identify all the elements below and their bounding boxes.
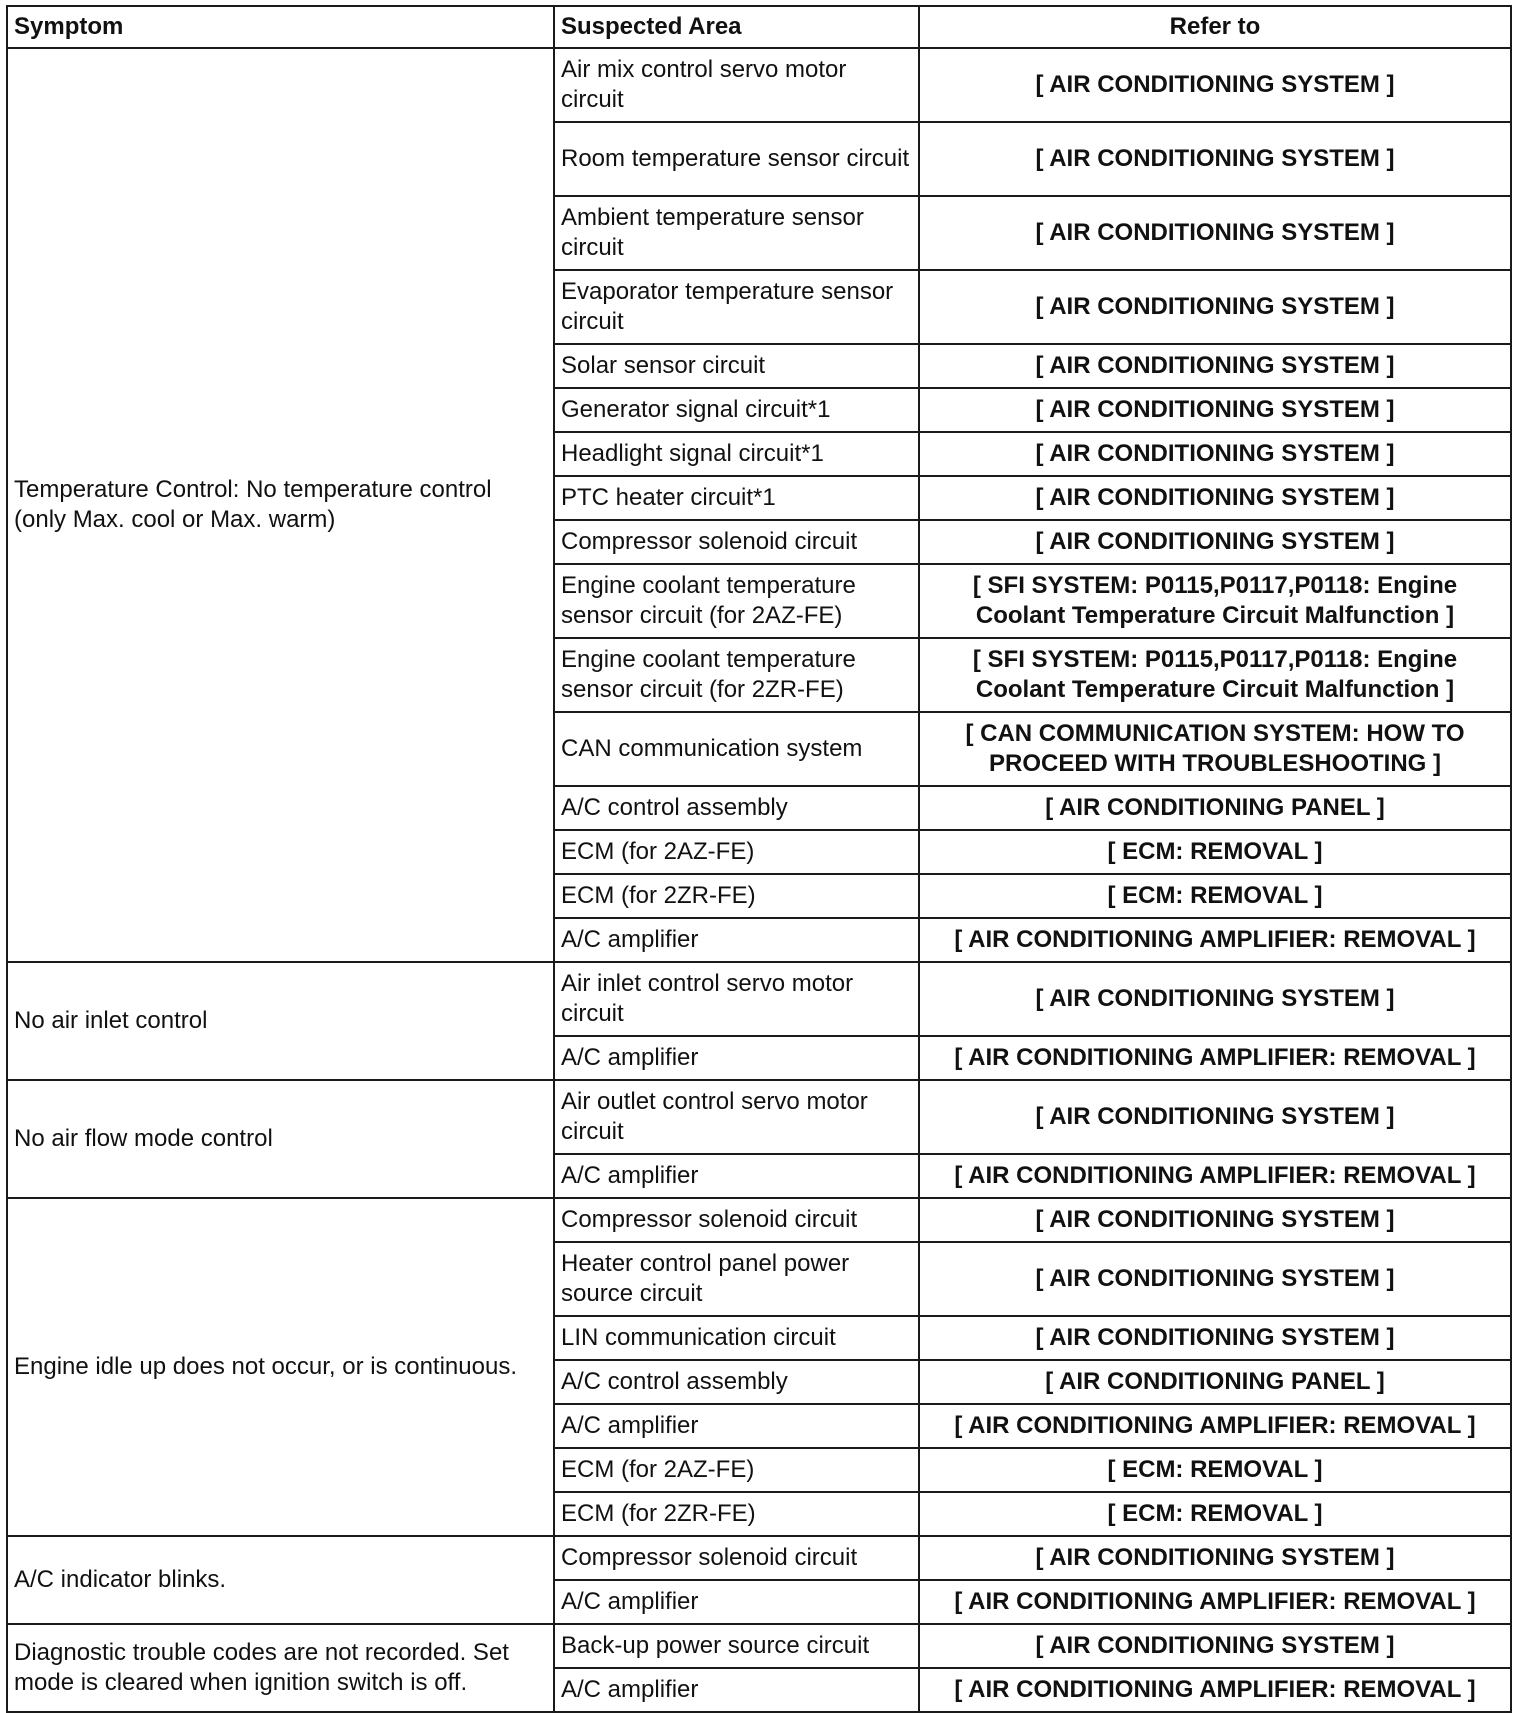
suspected-area-cell: A/C amplifier — [554, 1036, 919, 1080]
refer-to-cell: [ AIR CONDITIONING SYSTEM ] — [919, 520, 1511, 564]
table-row — [7, 1624, 1511, 1668]
table-row — [7, 1198, 1511, 1242]
troubleshooting-table-container — [6, 5, 1512, 1713]
refer-to-cell: [ AIR CONDITIONING AMPLIFIER: REMOVAL ] — [919, 1580, 1511, 1624]
refer-to-cell: [ AIR CONDITIONING SYSTEM ] — [919, 48, 1511, 122]
refer-to-cell: [ AIR CONDITIONING SYSTEM ] — [919, 1624, 1511, 1668]
refer-to-cell: [ AIR CONDITIONING AMPLIFIER: REMOVAL ] — [919, 1404, 1511, 1448]
refer-to-cell: [ AIR CONDITIONING SYSTEM ] — [919, 196, 1511, 270]
suspected-area-cell: A/C amplifier — [554, 918, 919, 962]
suspected-area-cell: Heater control panel power source circuit — [554, 1242, 919, 1316]
suspected-area-cell: Back-up power source circuit — [554, 1624, 919, 1668]
refer-to-cell: [ ECM: REMOVAL ] — [919, 874, 1511, 918]
refer-to-cell: [ ECM: REMOVAL ] — [919, 1448, 1511, 1492]
suspected-area-cell: ECM (for 2ZR-FE) — [554, 1492, 919, 1536]
table-row — [7, 962, 1511, 1036]
suspected-area-cell: Room temperature sensor circuit — [554, 122, 919, 196]
suspected-area-cell: ECM (for 2AZ-FE) — [554, 830, 919, 874]
suspected-area-cell: Engine coolant temperature sensor circuit (for 2AZ-FE) — [554, 564, 919, 638]
table-row — [7, 1536, 1511, 1580]
symptom-cell: Diagnostic trouble codes are not recorded. Set mode is cleared when ignition switch is off. — [7, 1624, 554, 1712]
refer-to-cell: [ ECM: REMOVAL ] — [919, 1492, 1511, 1536]
refer-to-cell: [ AIR CONDITIONING AMPLIFIER: REMOVAL ] — [919, 918, 1511, 962]
symptom-cell: No air inlet control — [7, 962, 554, 1080]
refer-to-cell: [ AIR CONDITIONING AMPLIFIER: REMOVAL ] — [919, 1668, 1511, 1712]
suspected-area-cell: Compressor solenoid circuit — [554, 1536, 919, 1580]
refer-to-cell: [ ECM: REMOVAL ] — [919, 830, 1511, 874]
header-suspected-area: Suspected Area — [554, 6, 919, 48]
table-header — [7, 6, 1511, 48]
header-symptom: Symptom — [7, 6, 554, 48]
suspected-area-cell: PTC heater circuit*1 — [554, 476, 919, 520]
refer-to-cell: [ AIR CONDITIONING SYSTEM ] — [919, 432, 1511, 476]
suspected-area-cell: Headlight signal circuit*1 — [554, 432, 919, 476]
refer-to-cell: [ AIR CONDITIONING SYSTEM ] — [919, 962, 1511, 1036]
refer-to-cell: [ AIR CONDITIONING AMPLIFIER: REMOVAL ] — [919, 1036, 1511, 1080]
refer-to-cell: [ AIR CONDITIONING SYSTEM ] — [919, 1198, 1511, 1242]
suspected-area-cell: Air mix control servo motor circuit — [554, 48, 919, 122]
refer-to-cell: [ CAN COMMUNICATION SYSTEM: HOW TO PROCEED WITH TROUBLESHOOTING ] — [919, 712, 1511, 786]
refer-to-cell: [ AIR CONDITIONING AMPLIFIER: REMOVAL ] — [919, 1154, 1511, 1198]
table-body — [7, 48, 1511, 1712]
suspected-area-cell: Engine coolant temperature sensor circuit (for 2ZR-FE) — [554, 638, 919, 712]
suspected-area-cell: Evaporator temperature sensor circuit — [554, 270, 919, 344]
refer-to-cell: [ SFI SYSTEM: P0115,P0117,P0118: Engine Coolant Temperature Circuit Malfunction ] — [919, 564, 1511, 638]
refer-to-cell: [ SFI SYSTEM: P0115,P0117,P0118: Engine Coolant Temperature Circuit Malfunction ] — [919, 638, 1511, 712]
symptom-cell: A/C indicator blinks. — [7, 1536, 554, 1624]
symptom-cell: Engine idle up does not occur, or is continuous. — [7, 1198, 554, 1536]
refer-to-cell: [ AIR CONDITIONING SYSTEM ] — [919, 1242, 1511, 1316]
suspected-area-cell: A/C amplifier — [554, 1580, 919, 1624]
symptom-cell: No air flow mode control — [7, 1080, 554, 1198]
suspected-area-cell: A/C amplifier — [554, 1668, 919, 1712]
troubleshooting-table — [6, 5, 1512, 1713]
refer-to-cell: [ AIR CONDITIONING PANEL ] — [919, 1360, 1511, 1404]
suspected-area-cell: ECM (for 2AZ-FE) — [554, 1448, 919, 1492]
refer-to-cell: [ AIR CONDITIONING SYSTEM ] — [919, 122, 1511, 196]
header-refer-to: Refer to — [919, 6, 1511, 48]
suspected-area-cell: Ambient temperature sensor circuit — [554, 196, 919, 270]
suspected-area-cell: Generator signal circuit*1 — [554, 388, 919, 432]
refer-to-cell: [ AIR CONDITIONING SYSTEM ] — [919, 344, 1511, 388]
symptom-cell: Temperature Control: No temperature control (only Max. cool or Max. warm) — [7, 48, 554, 962]
suspected-area-cell: A/C control assembly — [554, 1360, 919, 1404]
suspected-area-cell: CAN communication system — [554, 712, 919, 786]
suspected-area-cell: Compressor solenoid circuit — [554, 1198, 919, 1242]
suspected-area-cell: Air inlet control servo motor circuit — [554, 962, 919, 1036]
suspected-area-cell: A/C amplifier — [554, 1404, 919, 1448]
suspected-area-cell: A/C amplifier — [554, 1154, 919, 1198]
suspected-area-cell: LIN communication circuit — [554, 1316, 919, 1360]
refer-to-cell: [ AIR CONDITIONING SYSTEM ] — [919, 1080, 1511, 1154]
suspected-area-cell: ECM (for 2ZR-FE) — [554, 874, 919, 918]
refer-to-cell: [ AIR CONDITIONING PANEL ] — [919, 786, 1511, 830]
suspected-area-cell: Compressor solenoid circuit — [554, 520, 919, 564]
table-row — [7, 48, 1511, 122]
refer-to-cell: [ AIR CONDITIONING SYSTEM ] — [919, 476, 1511, 520]
suspected-area-cell: A/C control assembly — [554, 786, 919, 830]
table-row — [7, 1080, 1511, 1154]
refer-to-cell: [ AIR CONDITIONING SYSTEM ] — [919, 1316, 1511, 1360]
suspected-area-cell: Solar sensor circuit — [554, 344, 919, 388]
refer-to-cell: [ AIR CONDITIONING SYSTEM ] — [919, 1536, 1511, 1580]
refer-to-cell: [ AIR CONDITIONING SYSTEM ] — [919, 270, 1511, 344]
refer-to-cell: [ AIR CONDITIONING SYSTEM ] — [919, 388, 1511, 432]
suspected-area-cell: Air outlet control servo motor circuit — [554, 1080, 919, 1154]
